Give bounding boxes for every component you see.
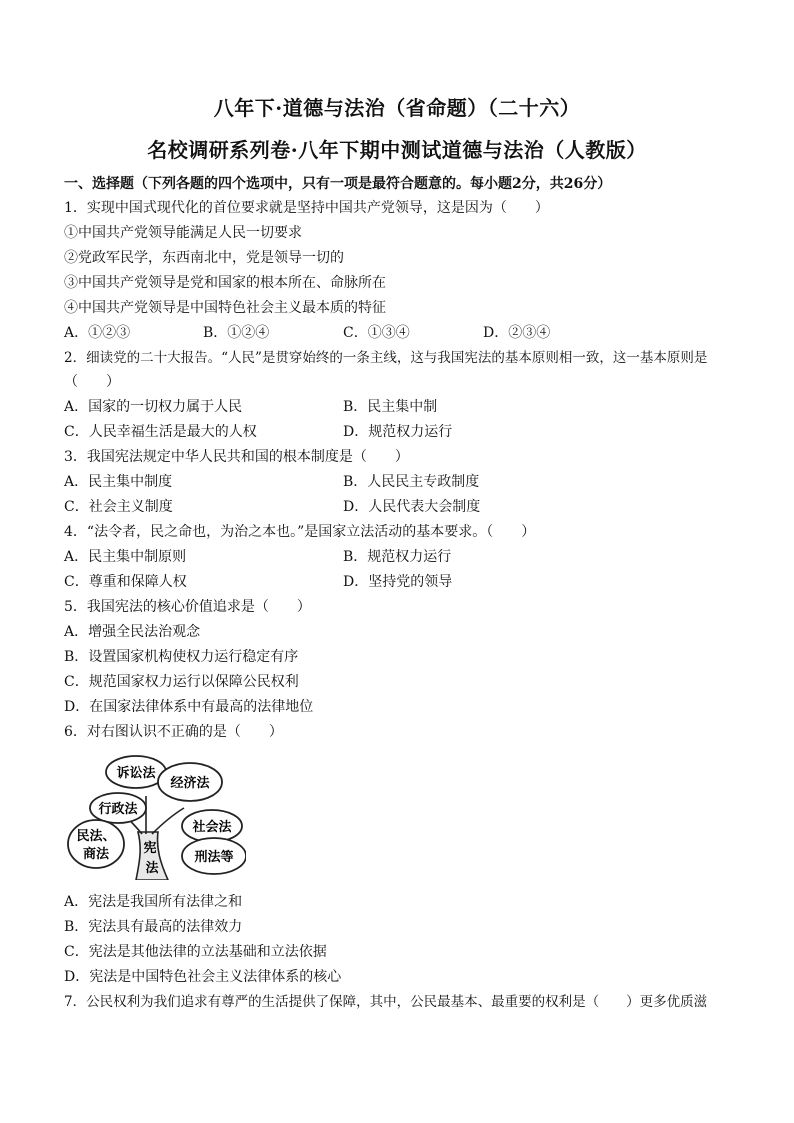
q5-stem: 5．我国宪法的核心价值追求是（ ） xyxy=(64,599,311,615)
exam-subtitle: 名校调研系列卷·八年下期中测试道德与法治（人教版） xyxy=(147,138,647,162)
q4-option-d: D．坚持党的领导 xyxy=(343,574,453,590)
q3-option-a: A．民主集中制度 xyxy=(64,474,173,490)
q3-stem: 3．我国宪法规定中华人民共和国的根本制度是（ ） xyxy=(64,449,409,465)
q4-option-c: C．尊重和保障人权 xyxy=(64,574,187,590)
q2-stem-bracket: （ ） xyxy=(64,374,120,390)
q7-stem: 7．公民权利为我们追求有尊严的生活提供了保障，其中，公民最基本、最重要的权利是（ ）更多优质滋 xyxy=(64,994,708,1010)
leaf-label-criminal: 刑法等 xyxy=(194,850,234,865)
q6-option-d: D．宪法是中国特色社会主义法律体系的核心 xyxy=(64,969,342,985)
q1-option-a: A．①②③ xyxy=(64,325,131,341)
q4-stem: 4．“法令者，民之命也，为治之本也。”是国家立法活动的基本要求。（ ） xyxy=(64,524,536,540)
law-tree-diagram xyxy=(66,752,246,880)
q1-stem: 1．实现中国式现代化的首位要求就是坚持中国共产党领导，这是因为（ ） xyxy=(64,200,549,216)
leaf-label-social: 社会法 xyxy=(192,820,232,835)
q1-statement-4: ④中国共产党领导是中国特色社会主义最本质的特征 xyxy=(64,300,386,316)
leaf-label-administrative: 行政法 xyxy=(98,802,138,817)
q3-option-c: C．社会主义制度 xyxy=(64,499,173,515)
trunk-label-1: 宪 xyxy=(143,841,157,856)
leaf-label-economic: 经济法 xyxy=(170,776,210,791)
leaf-label-commercial: 商法 xyxy=(82,847,110,862)
q4-option-b: B．规范权力运行 xyxy=(343,549,452,565)
q3-option-d: D．人民代表大会制度 xyxy=(343,499,481,515)
leaf-label-civil: 民法、 xyxy=(76,829,116,844)
q4-option-a: A．民主集中制原则 xyxy=(64,549,187,565)
q6-option-b: B．宪法具有最高的法律效力 xyxy=(64,919,243,935)
exam-title: 八年下·道德与法治（省命题）（二十六） xyxy=(213,96,581,120)
q1-statement-3: ③中国共产党领导是党和国家的根本所在、命脉所在 xyxy=(64,275,386,291)
q2-option-c: C．人民幸福生活是最大的人权 xyxy=(64,424,257,440)
q5-option-b: B．设置国家机构使权力运行稳定有序 xyxy=(64,649,299,665)
q1-statement-2: ②党政军民学，东西南北中，党是领导一切的 xyxy=(64,250,344,266)
q1-option-d: D．②③④ xyxy=(483,325,551,341)
leaf-label-litigation: 诉讼法 xyxy=(116,766,156,781)
trunk-label-2: 法 xyxy=(145,861,159,876)
q1-option-b: B．①②④ xyxy=(203,325,270,341)
q5-option-a: A．增强全民法治观念 xyxy=(64,624,201,640)
q2-option-d: D．规范权力运行 xyxy=(343,424,453,440)
q6-stem: 6．对右图认识不正确的是（ ） xyxy=(64,724,283,740)
q2-stem: 2．细读党的二十大报告。“人民”是贯穿始终的一条主线，这与我国宪法的基本原则相一致，这一基本原则是 xyxy=(64,350,708,366)
q1-statement-1: ①中国共产党领导能满足人民一切要求 xyxy=(64,225,302,241)
q6-option-c: C．宪法是其他法律的立法基础和立法依据 xyxy=(64,944,327,960)
q3-option-b: B．人民民主专政制度 xyxy=(343,474,480,490)
section-heading: 一、选择题（下列各题的四个选项中，只有一项是最符合题意的。每小题2分，共26分） xyxy=(64,176,612,192)
q5-option-c: C．规范国家权力运行以保障公民权利 xyxy=(64,674,299,690)
q2-option-a: A．国家的一切权力属于人民 xyxy=(64,399,243,415)
q6-option-a: A．宪法是我国所有法律之和 xyxy=(64,894,243,910)
q5-option-d: D．在国家法律体系中有最高的法律地位 xyxy=(64,699,314,715)
q1-option-c: C．①③④ xyxy=(343,325,410,341)
q2-option-b: B．民主集中制 xyxy=(343,399,438,415)
